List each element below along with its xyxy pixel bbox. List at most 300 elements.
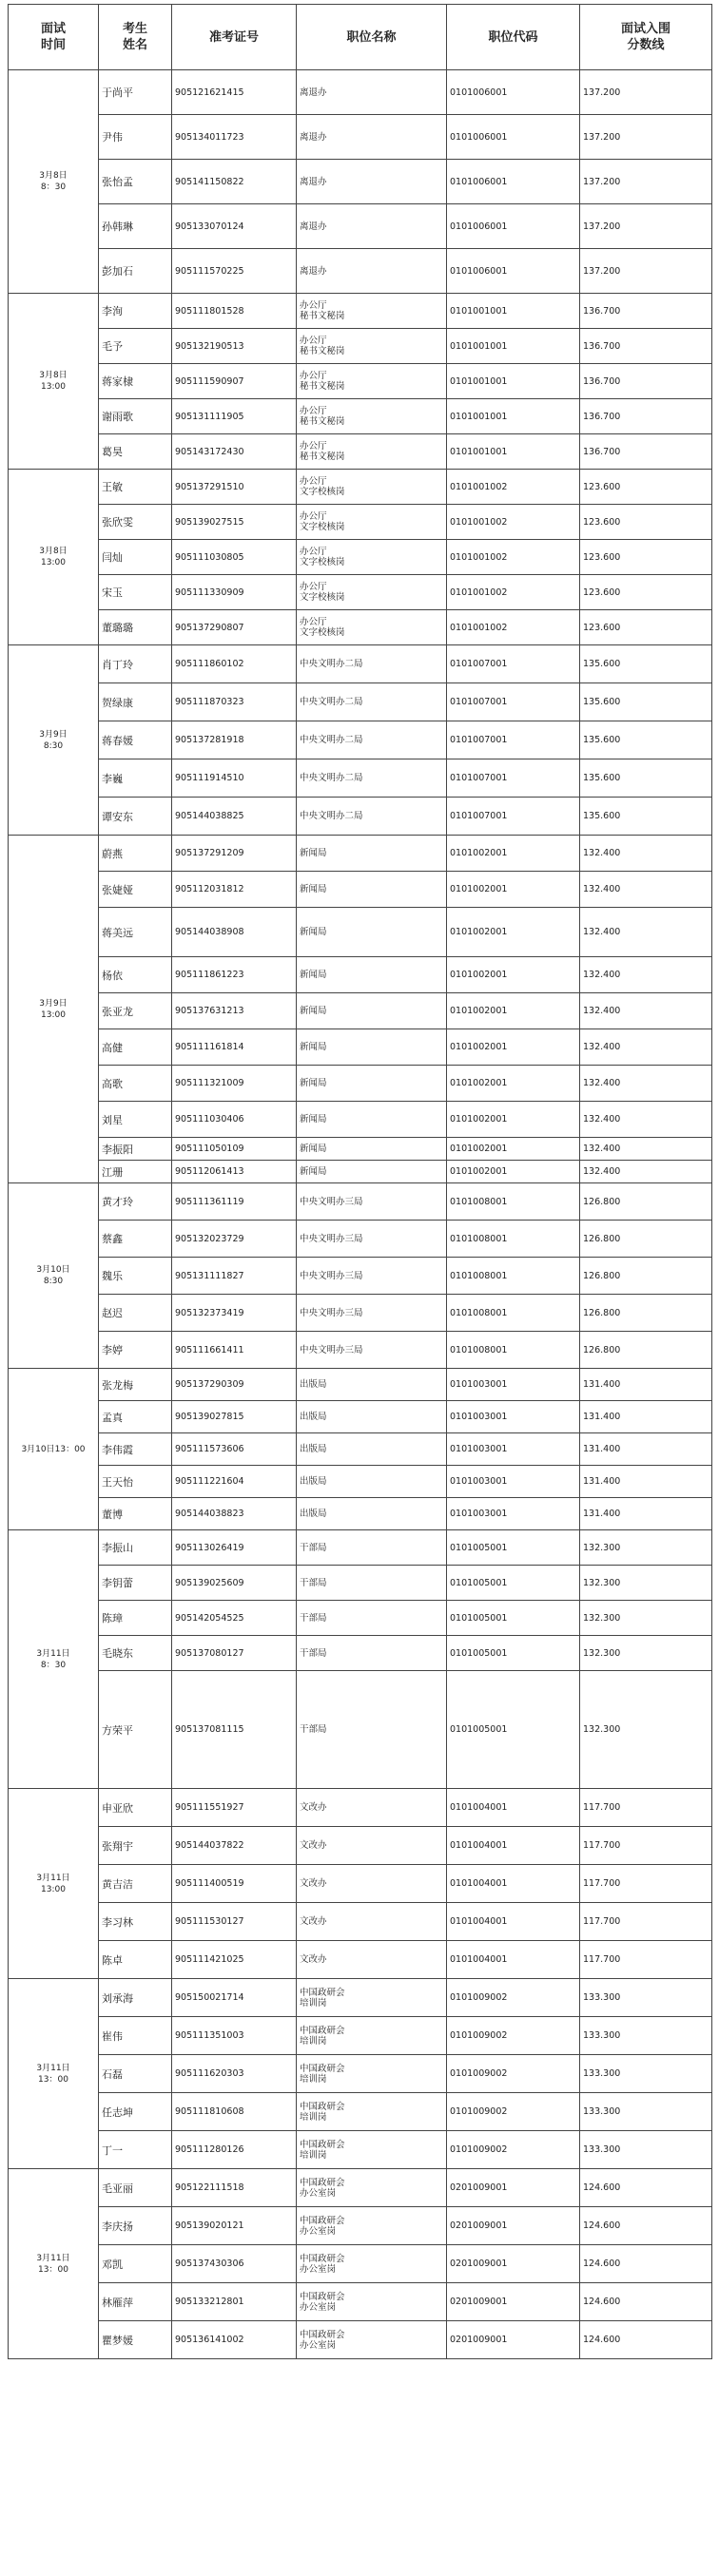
cutoff-score-cell <box>580 470 712 505</box>
position-name-cell <box>297 836 447 872</box>
name-cell <box>99 872 172 908</box>
cutoff-score: 117.700 <box>583 1916 621 1927</box>
interview-time: 3月11日 13：00 <box>36 2063 70 2085</box>
cutoff-score: 123.600 <box>583 622 621 633</box>
table-row <box>9 1941 712 1979</box>
exam-id-cell <box>172 70 297 115</box>
exam-id: 905122111518 <box>175 2182 244 2193</box>
exam-id-cell <box>172 683 297 721</box>
position-code: 0101002001 <box>450 848 508 858</box>
cutoff-score: 135.600 <box>583 811 621 821</box>
exam-id-cell <box>172 1979 297 2017</box>
interview-time-cell <box>9 1369 99 1530</box>
table-row <box>9 1221 712 1258</box>
name-cell <box>99 798 172 836</box>
exam-id: 905111860102 <box>175 659 244 669</box>
position-code-cell <box>447 908 580 957</box>
position-code: 0101004001 <box>450 1954 508 1965</box>
table-row <box>9 540 712 575</box>
name-cell <box>99 1221 172 1258</box>
cutoff-score: 137.200 <box>583 131 621 143</box>
cutoff-score: 132.300 <box>583 1577 621 1588</box>
table-row <box>9 329 712 364</box>
table-row <box>9 575 712 610</box>
name-cell <box>99 610 172 645</box>
position-name-cell <box>297 1636 447 1671</box>
position-code: 0101003001 <box>450 1509 508 1519</box>
position-code-cell <box>447 1498 580 1530</box>
cutoff-score-cell <box>580 1601 712 1636</box>
exam-id: 905111861223 <box>175 970 244 980</box>
name: 李伟霞 <box>102 1443 133 1456</box>
exam-id: 905111030406 <box>175 1114 244 1125</box>
position-code: 0101002001 <box>450 1114 508 1125</box>
position-code-cell <box>447 160 580 204</box>
cutoff-score-cell <box>580 294 712 329</box>
position-name: 中央文明办二局 <box>300 735 363 745</box>
exam-id: 905113026419 <box>175 1542 244 1553</box>
name-cell <box>99 70 172 115</box>
interview-schedule-table <box>8 4 712 2359</box>
position-code: 0101002001 <box>450 1144 508 1154</box>
position-code-cell <box>447 683 580 721</box>
exam-id-cell <box>172 2017 297 2055</box>
cutoff-score: 126.800 <box>583 1233 621 1244</box>
header-row <box>9 5 712 70</box>
interview-time: 3月10日 8:30 <box>36 1265 70 1286</box>
position-code: 0101001002 <box>450 481 508 492</box>
table-row <box>9 294 712 329</box>
position-name-cell <box>297 2055 447 2093</box>
exam-id: 905112031812 <box>175 884 244 894</box>
name: 彭加石 <box>102 265 133 278</box>
position-name-cell <box>297 1498 447 1530</box>
exam-id-cell <box>172 1161 297 1183</box>
position-code: 0101008001 <box>450 1233 508 1244</box>
cutoff-score: 133.300 <box>583 2030 621 2041</box>
header-interview-time <box>9 5 99 70</box>
position-name-cell <box>297 721 447 759</box>
position-code-cell <box>447 759 580 798</box>
position-code: 0101006001 <box>450 87 508 98</box>
position-name-cell <box>297 872 447 908</box>
table-row <box>9 470 712 505</box>
name: 董博 <box>102 1508 123 1521</box>
name-cell <box>99 540 172 575</box>
table-row <box>9 1295 712 1332</box>
exam-id: 905111221604 <box>175 1476 244 1487</box>
name-cell <box>99 575 172 610</box>
position-code: 0101006001 <box>450 221 508 232</box>
cutoff-score: 136.700 <box>583 375 621 387</box>
position-code: 0101005001 <box>450 1647 508 1659</box>
position-name: 出版局 <box>300 1476 327 1487</box>
exam-id: 905137631213 <box>175 1006 244 1016</box>
exam-id-cell <box>172 2131 297 2169</box>
name: 任志坤 <box>102 2105 133 2119</box>
name-cell <box>99 2017 172 2055</box>
position-code: 0101008001 <box>450 1344 508 1355</box>
position-name: 新闻局 <box>300 1144 327 1154</box>
position-name: 中国政研会 培训岗 <box>300 2101 345 2123</box>
exam-id-cell <box>172 399 297 434</box>
position-code-cell <box>447 434 580 470</box>
exam-id-cell <box>172 2245 297 2283</box>
cutoff-score: 126.800 <box>583 1344 621 1355</box>
exam-id-cell <box>172 1865 297 1903</box>
exam-id: 905144038908 <box>175 927 244 937</box>
position-name-cell <box>297 1066 447 1102</box>
position-code-cell <box>447 1865 580 1903</box>
header-text: 面试入围 分数线 <box>620 22 670 52</box>
name-cell <box>99 1161 172 1183</box>
position-name-cell <box>297 1161 447 1183</box>
position-code: 0101003001 <box>450 1444 508 1454</box>
table-row <box>9 505 712 540</box>
position-name-cell <box>297 1827 447 1865</box>
position-name: 办公厅 秘书文秘岗 <box>300 406 345 427</box>
position-name-cell <box>297 1332 447 1369</box>
position-name-cell <box>297 759 447 798</box>
position-code: 0101009002 <box>450 2144 508 2155</box>
exam-id-cell <box>172 1066 297 1102</box>
position-code: 0101006001 <box>450 176 508 187</box>
cutoff-score-cell <box>580 1433 712 1466</box>
header-candidate-name <box>99 5 172 70</box>
position-code: 0201009001 <box>450 2297 508 2307</box>
exam-id: 905144038825 <box>175 811 244 821</box>
name-cell <box>99 434 172 470</box>
position-name: 中国政研会 培训岗 <box>300 2063 345 2085</box>
name-cell <box>99 364 172 399</box>
name: 魏乐 <box>102 1270 123 1282</box>
name-cell <box>99 1183 172 1221</box>
name-cell <box>99 1865 172 1903</box>
table-row <box>9 364 712 399</box>
cutoff-score-cell <box>580 204 712 249</box>
cutoff-score: 135.600 <box>583 697 621 707</box>
table-row <box>9 1369 712 1401</box>
exam-id: 905111400519 <box>175 1878 244 1889</box>
exam-id: 905133212801 <box>175 2297 244 2307</box>
name: 贺绿康 <box>102 696 133 709</box>
position-name: 新闻局 <box>300 848 327 858</box>
table-row <box>9 70 712 115</box>
name: 李婷 <box>102 1344 123 1356</box>
cutoff-score-cell <box>580 1789 712 1827</box>
position-code: 0101008001 <box>450 1196 508 1207</box>
interview-time: 3月9日 13:00 <box>39 998 68 1020</box>
cutoff-score: 117.700 <box>583 1878 621 1889</box>
position-name-cell <box>297 470 447 505</box>
position-name-cell <box>297 1789 447 1827</box>
position-code: 0101001002 <box>450 586 508 598</box>
position-name-cell <box>297 2017 447 2055</box>
position-name-cell <box>297 2093 447 2131</box>
name-cell <box>99 1903 172 1941</box>
name-cell <box>99 2207 172 2245</box>
position-name: 办公厅 秘书文秘岗 <box>300 336 345 356</box>
cutoff-score-cell <box>580 645 712 683</box>
cutoff-score: 137.200 <box>583 221 621 232</box>
cutoff-score-cell <box>580 1498 712 1530</box>
exam-id: 905136141002 <box>175 2335 244 2345</box>
position-name: 文改办 <box>300 1916 327 1927</box>
position-code-cell <box>447 2055 580 2093</box>
name: 李振阳 <box>102 1143 133 1156</box>
exam-id: 905111421025 <box>175 1954 244 1965</box>
position-name-cell <box>297 575 447 610</box>
position-code: 0101003001 <box>450 1476 508 1487</box>
position-name: 新闻局 <box>300 1006 327 1016</box>
name: 刘星 <box>102 1113 123 1126</box>
exam-id-cell <box>172 645 297 683</box>
position-code: 0101002001 <box>450 1042 508 1052</box>
position-code-cell <box>447 575 580 610</box>
exam-id-cell <box>172 1433 297 1466</box>
position-name-cell <box>297 249 447 294</box>
position-name: 中央文明办三局 <box>300 1344 363 1355</box>
cutoff-score: 132.300 <box>583 1542 621 1553</box>
position-code-cell <box>447 2321 580 2359</box>
exam-id-cell <box>172 2093 297 2131</box>
position-code: 0101004001 <box>450 1878 508 1889</box>
position-code: 0101001001 <box>450 411 508 422</box>
cutoff-score-cell <box>580 1941 712 1979</box>
position-name: 中国政研会 培训岗 <box>300 2139 345 2161</box>
table-row <box>9 1671 712 1789</box>
name-cell <box>99 399 172 434</box>
name: 方荣平 <box>102 1723 133 1737</box>
name: 李庆扬 <box>102 2220 133 2233</box>
position-name: 文改办 <box>300 1878 327 1889</box>
table-row <box>9 645 712 683</box>
exam-id-cell <box>172 2207 297 2245</box>
position-name-cell <box>297 364 447 399</box>
name: 孟真 <box>102 1411 123 1424</box>
position-name: 中央文明办三局 <box>300 1233 363 1244</box>
exam-id: 905111330909 <box>175 586 244 598</box>
position-name-cell <box>297 1865 447 1903</box>
interview-time-cell <box>9 1979 99 2169</box>
position-code: 0101002001 <box>450 970 508 980</box>
name: 李钥蕾 <box>102 1577 133 1589</box>
name: 谢雨歌 <box>102 411 133 423</box>
position-name: 出版局 <box>300 1379 327 1390</box>
cutoff-score-cell <box>580 115 712 160</box>
position-name: 中央文明办三局 <box>300 1307 363 1318</box>
interview-time: 3月10日13：00 <box>21 1444 86 1454</box>
exam-id-cell <box>172 505 297 540</box>
position-name: 中国政研会 办公室岗 <box>300 2329 345 2351</box>
position-name-cell <box>297 683 447 721</box>
position-name-cell <box>297 1183 447 1221</box>
position-code: 0101007001 <box>450 735 508 745</box>
name: 陈璋 <box>102 1612 123 1624</box>
name: 谭安东 <box>102 810 133 823</box>
name-cell <box>99 329 172 364</box>
name-cell <box>99 1102 172 1138</box>
position-code: 0101007001 <box>450 659 508 669</box>
exam-id-cell <box>172 993 297 1029</box>
position-code: 0101006001 <box>450 131 508 143</box>
table-row <box>9 1865 712 1903</box>
cutoff-score-cell <box>580 2055 712 2093</box>
position-name: 出版局 <box>300 1412 327 1422</box>
position-name-cell <box>297 2169 447 2207</box>
exam-id: 905121621415 <box>175 87 244 98</box>
exam-id: 905137081115 <box>175 1724 244 1735</box>
exam-id-cell <box>172 1827 297 1865</box>
cutoff-score-cell <box>580 1903 712 1941</box>
position-name-cell <box>297 1566 447 1601</box>
position-name-cell <box>297 798 447 836</box>
cutoff-score: 126.800 <box>583 1196 621 1207</box>
name-cell <box>99 1498 172 1530</box>
exam-id: 905137281918 <box>175 735 244 745</box>
position-code-cell <box>447 1295 580 1332</box>
cutoff-score-cell <box>580 2169 712 2207</box>
cutoff-score: 133.300 <box>583 2106 621 2117</box>
name: 陈卓 <box>102 1953 123 1967</box>
position-name-cell <box>297 115 447 160</box>
position-name: 新闻局 <box>300 884 327 894</box>
position-code: 0101002001 <box>450 1078 508 1088</box>
name-cell <box>99 1671 172 1789</box>
exam-id: 905150021714 <box>175 1992 244 2003</box>
position-name: 新闻局 <box>300 1078 327 1088</box>
cutoff-score-cell <box>580 2207 712 2245</box>
position-code-cell <box>447 1530 580 1566</box>
interview-time-cell <box>9 1789 99 1979</box>
position-name-cell <box>297 160 447 204</box>
position-name-cell <box>297 1221 447 1258</box>
table-row <box>9 204 712 249</box>
cutoff-score: 132.400 <box>583 1144 621 1154</box>
exam-id: 905111530127 <box>175 1916 244 1927</box>
position-code-cell <box>447 1221 580 1258</box>
exam-id-cell <box>172 1258 297 1295</box>
position-name: 办公厅 秘书文秘岗 <box>300 300 345 321</box>
name: 王敏 <box>102 481 123 493</box>
name: 石磊 <box>102 2067 123 2081</box>
position-name: 中国政研会 办公室岗 <box>300 2291 345 2313</box>
cutoff-score: 126.800 <box>583 1307 621 1318</box>
cutoff-score: 131.400 <box>583 1412 621 1422</box>
position-name-cell <box>297 908 447 957</box>
cutoff-score-cell <box>580 1401 712 1433</box>
cutoff-score-cell <box>580 505 712 540</box>
name-cell <box>99 1979 172 2017</box>
position-code: 0201009001 <box>450 2220 508 2231</box>
name-cell <box>99 1466 172 1498</box>
position-code-cell <box>447 249 580 294</box>
position-code-cell <box>447 1369 580 1401</box>
exam-id: 905132023729 <box>175 1233 244 1244</box>
exam-id-cell <box>172 1221 297 1258</box>
position-name: 中央文明办三局 <box>300 1196 363 1207</box>
position-code-cell <box>447 70 580 115</box>
position-name-cell <box>297 294 447 329</box>
cutoff-score-cell <box>580 540 712 575</box>
exam-id: 905131111905 <box>175 411 244 422</box>
name: 闫灿 <box>102 551 123 564</box>
position-code-cell <box>447 1566 580 1601</box>
cutoff-score: 117.700 <box>583 1802 621 1813</box>
exam-id-cell <box>172 1941 297 1979</box>
position-name: 办公厅 文字校核岗 <box>300 582 345 603</box>
cutoff-score: 124.600 <box>583 2259 621 2269</box>
position-code: 0101005001 <box>450 1542 508 1553</box>
name-cell <box>99 1601 172 1636</box>
position-code-cell <box>447 399 580 434</box>
position-code: 0101001002 <box>450 516 508 528</box>
exam-id-cell <box>172 2055 297 2093</box>
name: 丁一 <box>102 2143 123 2157</box>
position-name-cell <box>297 1433 447 1466</box>
position-code-cell <box>447 2207 580 2245</box>
position-name: 中央文明办二局 <box>300 697 363 707</box>
cutoff-score-cell <box>580 2093 712 2131</box>
position-name-cell <box>297 2283 447 2321</box>
exam-id: 905111914510 <box>175 773 244 783</box>
position-name: 办公厅 文字校核岗 <box>300 547 345 567</box>
name: 张婕娅 <box>102 883 133 896</box>
position-name: 中央文明办三局 <box>300 1270 363 1281</box>
position-name: 办公厅 文字校核岗 <box>300 511 345 532</box>
name: 蒋春媛 <box>102 734 133 747</box>
position-name-cell <box>297 434 447 470</box>
position-code: 0101001001 <box>450 305 508 317</box>
interview-time: 3月11日 8：30 <box>36 1648 70 1670</box>
exam-id-cell <box>172 1789 297 1827</box>
exam-id: 905134011723 <box>175 131 244 143</box>
cutoff-score-cell <box>580 836 712 872</box>
position-name: 办公厅 文字校核岗 <box>300 476 345 497</box>
exam-id: 905111351003 <box>175 2030 244 2041</box>
exam-id-cell <box>172 908 297 957</box>
exam-id: 905144037822 <box>175 1840 244 1851</box>
position-name-cell <box>297 540 447 575</box>
interview-time: 3月9日 8:30 <box>39 729 68 751</box>
position-name-cell <box>297 1258 447 1295</box>
position-code: 0101002001 <box>450 884 508 894</box>
position-code-cell <box>447 610 580 645</box>
position-code: 0101002001 <box>450 927 508 937</box>
interview-time-cell <box>9 70 99 294</box>
position-code-cell <box>447 1636 580 1671</box>
exam-id: 905143172430 <box>175 446 244 457</box>
exam-id: 905111573606 <box>175 1444 244 1454</box>
exam-id: 905111050109 <box>175 1144 244 1154</box>
exam-id-cell <box>172 1466 297 1498</box>
name-cell <box>99 1827 172 1865</box>
exam-id-cell <box>172 2169 297 2207</box>
interview-time-cell <box>9 1530 99 1789</box>
cutoff-score: 124.600 <box>583 2335 621 2345</box>
position-code: 0101009002 <box>450 2068 508 2079</box>
table-body <box>9 70 712 2359</box>
cutoff-score-cell <box>580 249 712 294</box>
cutoff-score-cell <box>580 1102 712 1138</box>
cutoff-score: 133.300 <box>583 1992 621 2003</box>
exam-id: 905111321009 <box>175 1078 244 1088</box>
cutoff-score: 135.600 <box>583 773 621 783</box>
position-name-cell <box>297 1295 447 1332</box>
position-name: 文改办 <box>300 1840 327 1851</box>
name-cell <box>99 1401 172 1433</box>
position-name-cell <box>297 1671 447 1789</box>
